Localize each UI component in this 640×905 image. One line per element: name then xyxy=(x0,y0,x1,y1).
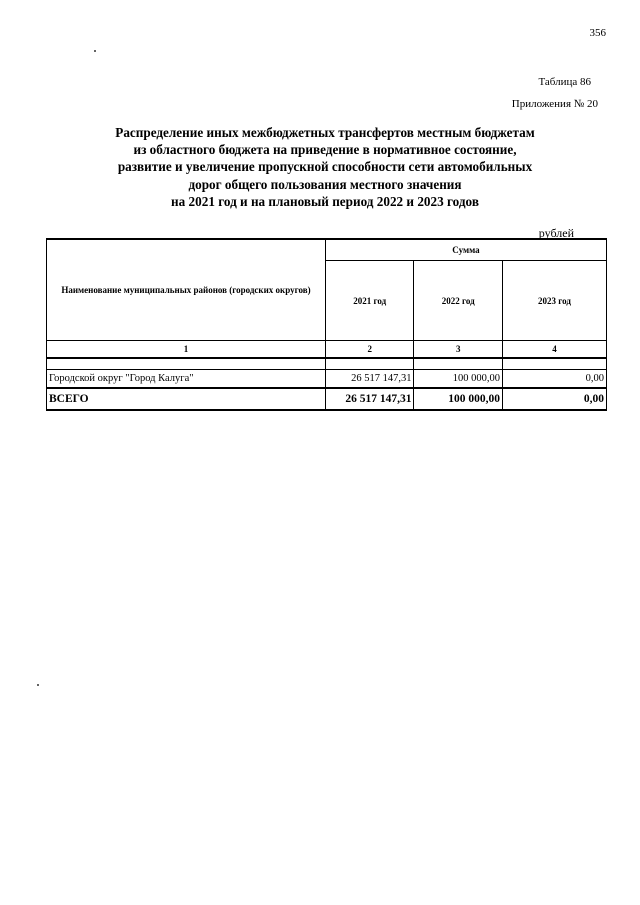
transfers-table xyxy=(46,238,607,411)
title-line: Распределение иных межбюджетных трансфертов местным бюджетам xyxy=(115,125,535,140)
column-number-row xyxy=(47,341,607,359)
appendix-reference: Приложения № 20 xyxy=(511,98,598,110)
total-value-2023: 0,00 xyxy=(502,388,606,410)
table-reference: Таблица 86 xyxy=(538,76,591,88)
row-value-2022: 100 000,00 xyxy=(414,370,503,389)
spacer-cell xyxy=(325,358,414,370)
table-header-row xyxy=(47,239,607,261)
scan-speck xyxy=(94,50,96,52)
total-row xyxy=(47,388,607,410)
header-year-2023: 2023 год xyxy=(502,261,606,341)
page-number: 356 xyxy=(589,27,606,39)
title-line: развитие и увеличение пропускной способности сети автомобильных xyxy=(117,159,533,175)
total-name: ВСЕГО xyxy=(47,388,326,410)
spacer-cell xyxy=(414,358,503,370)
column-number: 2 xyxy=(325,341,414,359)
column-number: 1 xyxy=(47,341,326,359)
spacer-cell xyxy=(47,358,326,370)
header-name: Наименование муниципальных районов (городских округов) xyxy=(47,239,326,341)
header-sum: Сумма xyxy=(325,239,606,261)
row-name: Городской округ "Город Калуга" xyxy=(47,370,326,389)
header-year-2021: 2021 год xyxy=(325,261,414,341)
row-value-2021: 26 517 147,31 xyxy=(325,370,414,389)
unit-label: рублей xyxy=(538,226,574,240)
column-number: 4 xyxy=(502,341,606,359)
total-value-2021: 26 517 147,31 xyxy=(325,388,414,410)
document-title xyxy=(60,124,590,210)
header-year-2022: 2022 год xyxy=(414,261,503,341)
title-line: дорог общего пользования местного значения xyxy=(188,176,462,192)
spacer-row xyxy=(47,358,607,370)
title-line: из областного бюджета на приведение в нормативное состояние, xyxy=(133,142,517,158)
total-value-2022: 100 000,00 xyxy=(414,388,503,410)
row-value-2023: 0,00 xyxy=(502,370,606,389)
scan-speck xyxy=(37,684,39,686)
table-row xyxy=(47,370,607,389)
column-number: 3 xyxy=(414,341,503,359)
spacer-cell xyxy=(502,358,606,370)
title-line: на 2021 год и на плановый период 2022 и 2023 годов xyxy=(171,193,479,209)
